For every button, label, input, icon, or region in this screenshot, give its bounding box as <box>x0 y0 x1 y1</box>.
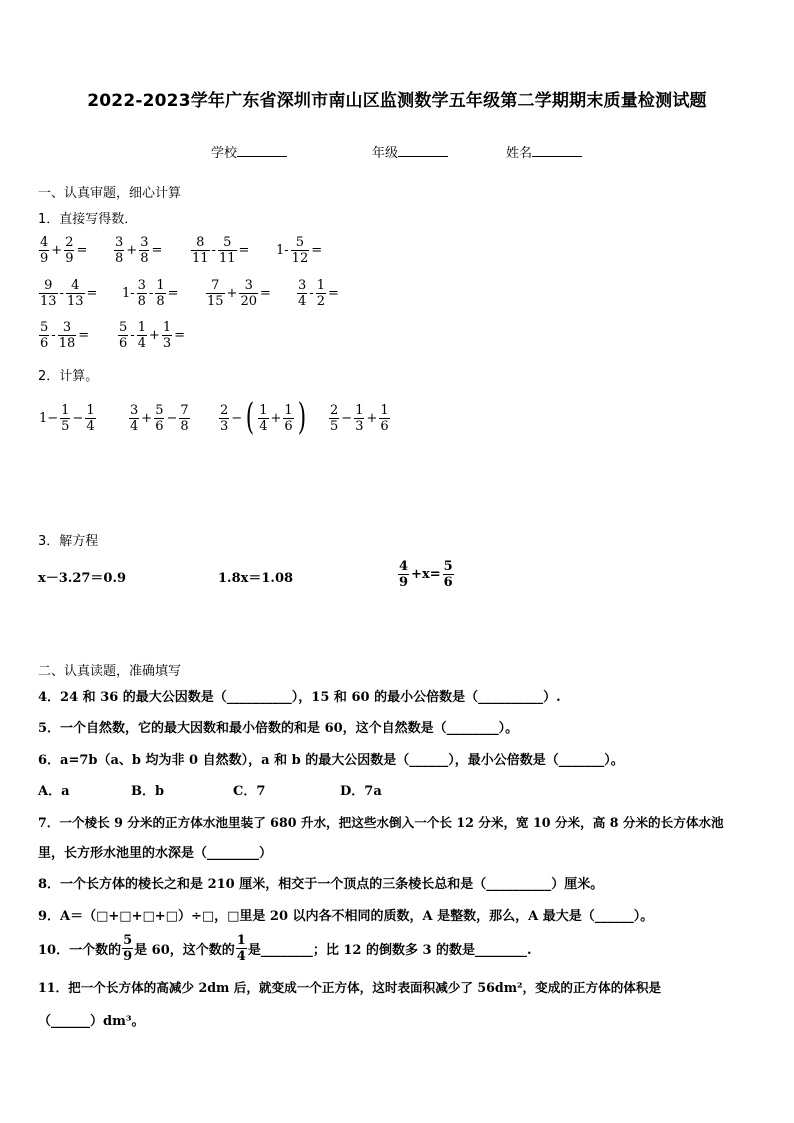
q1-expr-3-1 <box>38 320 90 351</box>
q1-expr-1-3 <box>190 235 250 266</box>
operator: - <box>309 286 314 301</box>
operator: − <box>72 411 84 426</box>
fraction: $\frac{1}{6}$ <box>380 403 389 434</box>
fraction: $\frac{4}{13}$ <box>66 278 84 309</box>
question-10 <box>38 933 532 964</box>
fraction: $\frac{3}{20}$ <box>240 278 257 309</box>
operator: + <box>141 411 153 426</box>
fraction: $\frac{5}{6}$ <box>443 559 453 590</box>
operator: = <box>311 243 323 258</box>
fraction: $\frac{1}{4}$ <box>259 402 268 434</box>
operator: - <box>148 286 154 301</box>
q1-expr-2-2 <box>121 278 180 309</box>
equation-1: x－3.27＝0.9 <box>38 571 127 586</box>
q2-expr-3 <box>218 397 309 438</box>
operator: + <box>51 243 63 258</box>
q1-expr-1-2 <box>113 235 163 266</box>
fraction: $\frac{7}{8}$ <box>180 403 189 434</box>
q2-label: 2．计算。 <box>38 369 99 384</box>
q1-expr-2-3 <box>205 278 272 309</box>
name-label: 姓名 <box>506 146 533 161</box>
operator: − <box>231 410 243 426</box>
operator: = <box>78 328 90 343</box>
q10-part-2: 是 60，这个数的 <box>134 943 235 958</box>
fraction: $\frac{4}{9}$ <box>40 235 49 266</box>
school-blank[interactable] <box>237 146 287 157</box>
q6-option-a[interactable]: A．a <box>38 784 70 799</box>
fraction: $\frac{8}{11}$ <box>192 235 209 266</box>
parenthesis: ) <box>297 397 306 438</box>
fraction: $\frac{1}{5}$ <box>61 403 70 434</box>
q10-part-3: 是________；比 12 的倒数多 3 的数是________. <box>247 943 532 958</box>
section2-heading: 二、认真读题，准确填写 <box>38 664 182 679</box>
operator: - <box>51 328 56 343</box>
operator: - <box>211 243 216 258</box>
fraction: $\frac{9}{13}$ <box>40 278 57 309</box>
equation-2: 1.8x＝1.08 <box>218 571 294 586</box>
operator: + <box>226 286 238 301</box>
operator: 1- <box>122 286 135 301</box>
operator: = <box>174 328 186 343</box>
equation-3-expr <box>397 559 455 590</box>
grade-label: 年级 <box>372 146 399 161</box>
fraction: $\frac{5}{6}$ <box>155 403 164 434</box>
question-11-line-1: 11．把一个长方体的高减少 2dm 后，就变成一个正方体，这时表面积减少了 56dm²，变成的正方体的体积是 <box>38 980 662 995</box>
operator: = <box>167 286 179 301</box>
operator: + <box>270 410 282 426</box>
question-8: 8．一个长方体的棱长之和是 210 厘米，相交于一个顶点的三条棱长总和是（__________）厘米。 <box>38 877 604 892</box>
operator: − <box>166 411 178 426</box>
q10-part-1: 10．一个数的 <box>38 943 122 958</box>
school-field[interactable] <box>211 142 287 161</box>
q1-expr-1-1 <box>38 235 88 266</box>
fraction: $\frac{1}{8}$ <box>156 278 165 309</box>
fraction: $\frac{3}{8}$ <box>137 278 146 309</box>
q6-option-c[interactable]: C．7 <box>233 784 266 799</box>
fraction: $\frac{1}{3}$ <box>355 403 364 434</box>
fraction: $\frac{3}{4}$ <box>298 278 307 309</box>
fraction: $\frac{3}{18}$ <box>58 320 76 351</box>
fraction: $\frac{2}{3}$ <box>220 402 229 434</box>
fraction: $\frac{1}{4}$ <box>86 403 95 434</box>
q1-expr-1-4 <box>275 235 323 266</box>
q3-label: 3．解方程 <box>38 534 99 549</box>
fraction: $\frac{5}{6}$ <box>40 320 49 351</box>
name-blank[interactable] <box>532 146 582 157</box>
q2-expr-2 <box>128 403 191 434</box>
operator: 1- <box>276 243 289 258</box>
section1-heading: 一、认真审题，细心计算 <box>38 186 182 201</box>
grade-field[interactable] <box>372 142 448 161</box>
question-11-line-2: （______）dm³。 <box>38 1014 145 1029</box>
operator: - <box>130 328 135 343</box>
page-title: 2022-2023学年广东省深圳市南山区监测数学五年级第二学期期末质量检测试题 <box>87 91 707 111</box>
operator: = <box>151 243 163 258</box>
q1-expr-2-4 <box>296 278 340 309</box>
question-9: 9．A＝（□+□+□+□）÷□，□里是 20 以内各不相同的质数，A 是整数，那么，A 最大是（______）。 <box>38 909 654 924</box>
fraction: $\frac{3}{8}$ <box>115 235 124 266</box>
operator: + <box>126 243 138 258</box>
q2-expr-1 <box>38 403 97 434</box>
operator: +x= <box>411 567 441 582</box>
operator: + <box>148 328 160 343</box>
question-5: 5．一个自然数，它的最大因数和最小倍数的和是 60，这个自然数是（________）。 <box>38 721 519 736</box>
q6-option-d[interactable]: D．7a <box>340 784 382 799</box>
fraction: $\frac{5}{6}$ <box>119 320 128 351</box>
fraction: $\frac{2}{5}$ <box>330 403 339 434</box>
fraction: $\frac{7}{15}$ <box>207 278 224 309</box>
q1-expr-2-1 <box>38 278 98 309</box>
fraction: $\frac{3}{8}$ <box>140 235 149 266</box>
fraction: $\frac{1}{2}$ <box>316 278 325 309</box>
school-label: 学校 <box>211 146 238 161</box>
fraction: $\frac{5}{12}$ <box>291 235 309 266</box>
question-7-line-1: 7．一个棱长 9 分米的正方体水池里装了 680 升水，把这些水倒入一个长 12 分米，宽 10 分米，高 8 分米的长方体水池 <box>38 815 724 830</box>
q1-expr-3-2 <box>117 320 186 351</box>
operator: = <box>327 286 339 301</box>
q10-fraction-2: $\frac{1}{4}$ <box>236 933 246 964</box>
operator: − <box>341 411 353 426</box>
q1-label: 1．直接写得数． <box>38 212 138 227</box>
parenthesis: ( <box>245 397 255 438</box>
operator: = <box>76 243 88 258</box>
fraction: $\frac{5}{11}$ <box>218 235 236 266</box>
operator: + <box>366 411 378 426</box>
fraction: $\frac{2}{9}$ <box>65 235 74 266</box>
question-6: 6．a=7b（a、b 均为非 0 自然数），a 和 b 的最大公因数是（______），最小公倍数是（_______）。 <box>38 753 624 768</box>
operator: = <box>86 286 98 301</box>
grade-blank[interactable] <box>398 146 448 157</box>
operator: = <box>238 243 250 258</box>
q10-fraction-1: $\frac{5}{9}$ <box>123 933 133 964</box>
fraction: $\frac{4}{9}$ <box>399 559 409 590</box>
fraction: $\frac{1}{4}$ <box>137 320 146 351</box>
fraction: $\frac{1}{6}$ <box>284 402 293 434</box>
fraction: $\frac{1}{3}$ <box>162 320 172 351</box>
question-4: 4．24 和 36 的最大公因数是（__________），15 和 60 的最小公倍数是（__________）. <box>38 690 561 705</box>
q2-expr-4 <box>328 403 391 434</box>
q6-option-b[interactable]: B．b <box>131 784 165 799</box>
question-7-line-2: 里，长方形水池里的水深是（________） <box>38 846 273 861</box>
operator: = <box>260 286 271 301</box>
operator: 1− <box>39 411 59 426</box>
fraction: $\frac{3}{4}$ <box>130 403 139 434</box>
name-field[interactable] <box>506 142 582 161</box>
operator: - <box>59 286 64 301</box>
